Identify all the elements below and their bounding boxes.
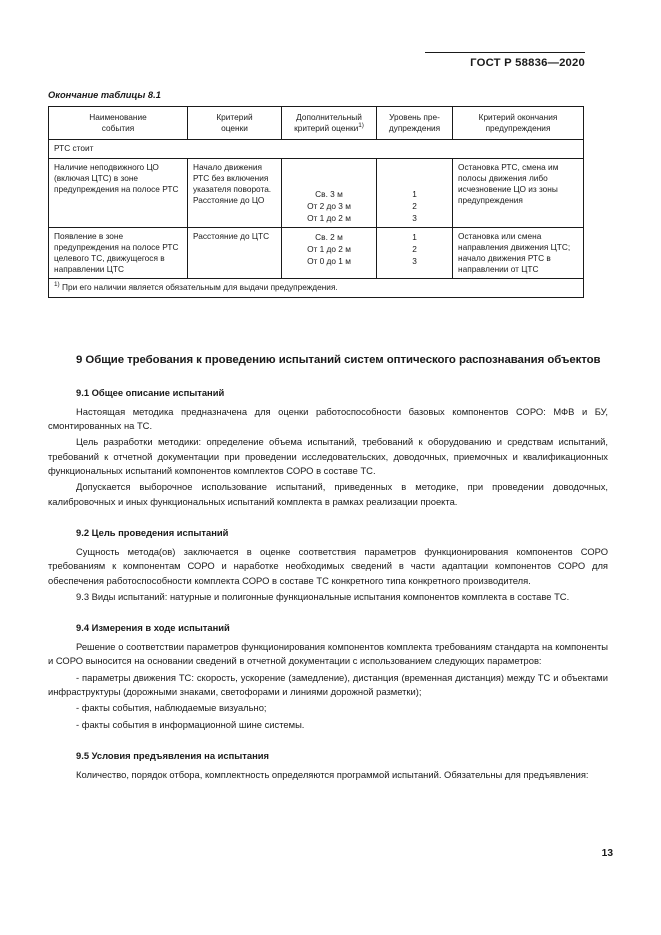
paragraph: Настоящая методика предназначена для оценки работоспособности базовых компонентов СОРО: МФВ и БУ, смонтированных на ТС. (48, 405, 608, 432)
cell-event-name: Наличие неподвижного ЦО (включая ЦТС) в зоне предупреждения на полосе РТС (49, 158, 188, 227)
column-header-end-criterion (453, 107, 584, 140)
additional-value: От 1 до 2 м (307, 243, 351, 254)
table-row (49, 158, 584, 227)
footnote-marker: 1) (54, 281, 60, 289)
section-9-title: 9 Общие требования к проведению испытаний систем оптического распознавания объектов (76, 354, 601, 366)
header-line-2: события (101, 123, 135, 134)
footnote-ref: 1) (358, 122, 364, 130)
cell-warning-level (377, 158, 453, 227)
header-line-1: Наименование (89, 112, 147, 122)
standard-designation: ГОСТ Р 58836—2020 (470, 57, 585, 69)
column-header-warning-level (377, 107, 453, 140)
cell-additional-criterion (282, 158, 377, 227)
level-value: 3 (412, 255, 417, 266)
header-line-1: Дополнительный (296, 112, 362, 122)
header-rule (425, 52, 585, 53)
paragraph: Количество, порядок отбора, комплектность определяются программой испытаний. Обязательны для предъявления: (76, 768, 589, 780)
table-footnote-row (49, 279, 584, 297)
list-item: - факты события, наблюдаемые визуально; (76, 702, 267, 714)
column-header-additional-criterion (282, 107, 377, 140)
level-value: 2 (412, 200, 417, 211)
additional-values (287, 231, 371, 267)
additional-value: От 1 до 2 м (307, 212, 351, 223)
cell-criterion: Расстояние до ЦТС (188, 227, 282, 279)
table-row (49, 227, 584, 279)
list-item: - параметры движения ТС: скорость, ускорение (замедление), дистанция (временная дистанция) между ТС и объектами инфраструктуры (дорожными знаками, светофорами и линиями дорожной разметки); (48, 671, 608, 698)
table-header-row (49, 107, 584, 140)
paragraph-9-3: 9.3 Виды испытаний: натурные и полигонные функциональные испытания компонентов комплекта в составе ТС. (76, 590, 570, 602)
additional-value: Св. 2 м (315, 231, 343, 242)
column-header-event-name (49, 107, 188, 140)
level-value: 1 (412, 188, 417, 199)
level-value: 1 (412, 231, 417, 242)
subsection-9-2-heading: 9.2 Цель проведения испытаний (76, 526, 229, 538)
level-values (382, 188, 447, 224)
column-header-criterion (188, 107, 282, 140)
paragraph: Сущность метода(ов) заключается в оценке соответствия параметров функционирования компонентов СОРО требованиям к компонентам СОРО и наработке необходимых сведений в части адаптации компонентов СОРО для обеспечения работоспособности комплекта СОРО в составе ТС конкретного типа конкретного производителя. (48, 545, 608, 586)
additional-value: От 0 до 1 м (307, 255, 351, 266)
header-line-1: Уровень пре- (389, 112, 440, 122)
table-8-1-wrapper (48, 106, 583, 298)
level-value: 3 (412, 212, 417, 223)
cell-additional-criterion (282, 227, 377, 279)
table-caption: Окончание таблицы 8.1 (48, 90, 161, 100)
header-line-2: оценки (221, 123, 248, 134)
header-line-2: дупреждения (388, 123, 441, 134)
subsection-9-5-heading: 9.5 Условия предъявления на испытания (76, 749, 270, 761)
group-header-cell: РТС стоит (49, 140, 584, 158)
cell-criterion: Начало движения РТС без включения указателя поворота. Расстояние до ЦО (188, 158, 282, 227)
level-value: 2 (412, 243, 417, 254)
additional-value: Св. 3 м (315, 188, 343, 199)
footnote-cell (49, 279, 584, 297)
document-body (48, 352, 608, 782)
cell-event-name: Появление в зоне предупреждения на полосе РТС целевого ТС, движущегося в направлении ЦТС (49, 227, 188, 279)
table-8-1 (48, 106, 584, 298)
cell-warning-level (377, 227, 453, 279)
header-line-2: критерий оценки (294, 123, 359, 134)
header-line-2: предупреждения (485, 123, 551, 134)
table-group-header-row (49, 140, 584, 158)
footnote-text: При его наличии является обязательным для выдачи предупреждения. (62, 282, 338, 293)
header-line-1: Критерий окончания (478, 112, 558, 122)
running-header (425, 52, 585, 69)
cell-end-criterion: Остановка или смена направления движения ЦТС; начало движения РТС в направлении от ЦТС (453, 227, 584, 279)
page-number: 13 (601, 848, 613, 859)
level-values (382, 231, 447, 267)
additional-value: От 2 до 3 м (307, 200, 351, 211)
subsection-9-4-heading: 9.4 Измерения в ходе испытаний (76, 622, 230, 634)
paragraph: Допускается выборочное использование испытаний, приведенных в методике, при проведении доводочных, калибровочных и иных функциональных испытаний комплекта в рамках реализации проекта. (48, 481, 608, 507)
header-line-1: Критерий (216, 112, 253, 122)
paragraph: Цель разработки методики: определение объема испытаний, требований к оборудованию и средствам испытаний, требований к отчетной документации при проведении исследовательских, доводочных, приемочных и квалификационных функциональных испытаний компонентов комплектов СОРО в составе ТС. (48, 436, 608, 477)
list-item: - факты события в информационной шине системы. (76, 718, 305, 730)
cell-end-criterion: Остановка РТС, смена им полосы движения либо исчезновение ЦО из зоны предупреждения (453, 158, 584, 227)
paragraph: Решение о соответствии параметров функционирования компонентов комплекта требованиям стандарта на компоненты и СОРО выносится на основании сведений в отчетной документации с использованием следующих параметров: (48, 641, 608, 667)
additional-values (287, 188, 371, 224)
subsection-9-1-heading: 9.1 Общее описание испытаний (76, 386, 225, 398)
